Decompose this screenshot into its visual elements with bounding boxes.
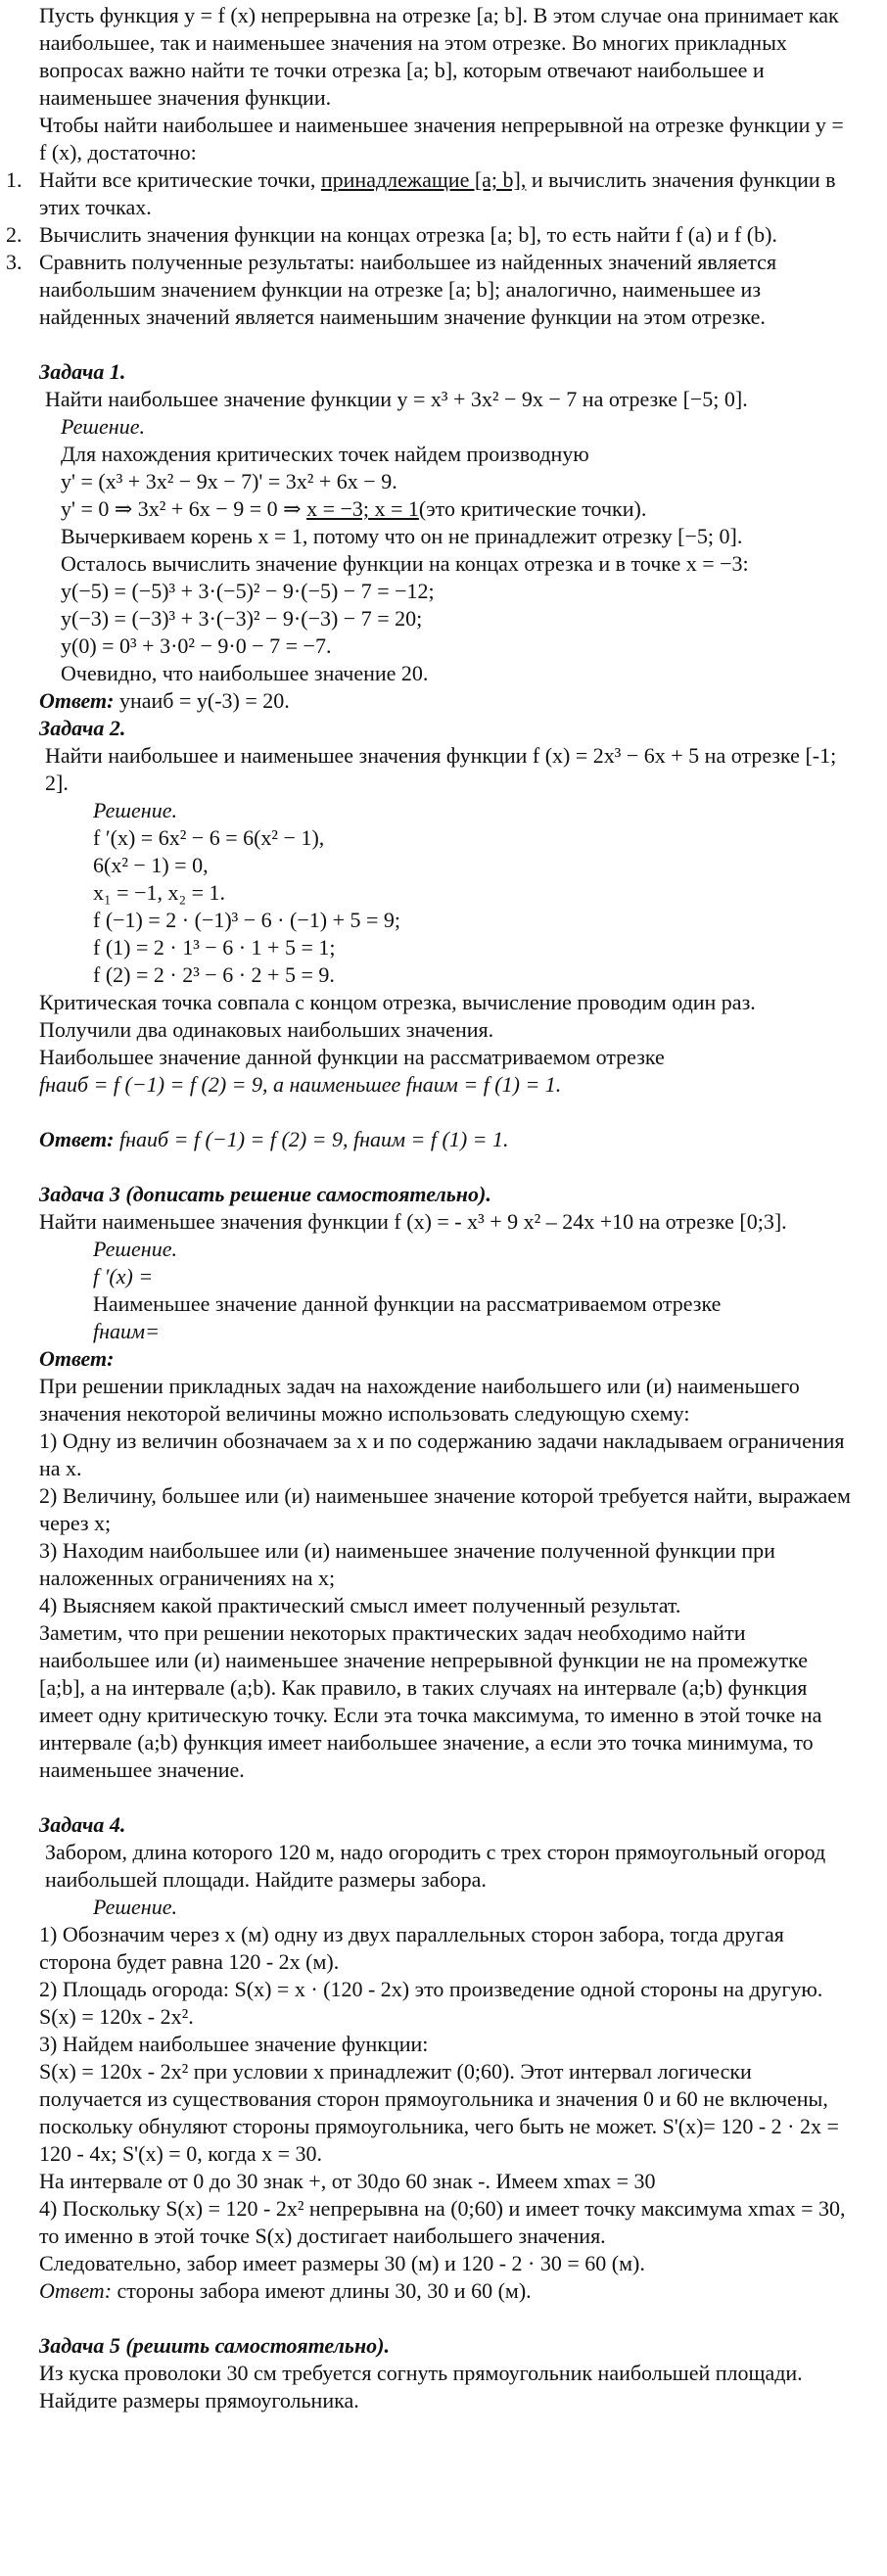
solution-line: f ′(x) = 6x² − 6 = 6(x² − 1),	[93, 825, 325, 850]
underlined-roots: x = −3; x = 1	[306, 496, 419, 521]
solution-line: 4) Поскольку S(x) = 120 - 2x² непрерывна на (0;60) и имеет точку максимума xmax = 30, то именно в этой точке S(x) достигает наибольшего значения.	[39, 2196, 846, 2248]
text-paragraph: Заметим, что при решении некоторых практических задач необходимо найти наибольшее или (и) наименьшее значение непрерывной функции не на промежутке [a;b], а на интервале (a;b). Как правило, в таких случаях на интервале (a;b) функция имеет одну критическую точку. Если эта точка максимума, то именно в этой точке на интервале (a;b) функция имеет наибольшее значение, а если это точка минимума, то наименьшее значение.	[39, 1620, 822, 1782]
list-text: Вычислить значения функции на концах отрезка [a; b], то есть найти f (a) и f (b).	[39, 222, 777, 247]
solution-label: Решение.	[93, 1237, 177, 1261]
answer-line	[39, 687, 852, 715]
task-1-condition: Найти наибольшее значение функции y = x³ + 3x² − 9x − 7 на отрезке [−5; 0].	[45, 387, 748, 411]
solution-label: Решение.	[93, 798, 177, 822]
answer-label: Ответ:	[39, 2278, 113, 2303]
solution-line: f (1) = 2 · 1³ − 6 · 1 + 5 = 1;	[93, 935, 336, 960]
text-paragraph: 1) Одну из величин обозначаем за x и по содержанию задачи накладываем ограничения на x.	[39, 1429, 845, 1480]
text-paragraph: 3) Находим наибольшее или (и) наименьшее значение полученной функции при наложенных ограничениях на x;	[39, 1538, 775, 1590]
solution-line: 1) Обозначим через x (м) одну из двух параллельных сторон забора, тогда другая сторона будет равна 120 - 2x (м).	[39, 1922, 784, 1974]
task-2-title: Задача 2.	[39, 716, 126, 740]
answer-label: Ответ:	[39, 1127, 115, 1151]
intro-paragraph-2: Чтобы найти наибольшее и наименьшее значения непрерывной на отрезке функции y = f (x), достаточно:	[39, 113, 844, 164]
solution-line: Вычеркиваем корень x = 1, потому что он не принадлежит отрезку [−5; 0].	[61, 524, 743, 548]
solution-line: y' = (x³ + 3x² − 9x − 7)' = 3x² + 6x − 9.	[61, 469, 397, 493]
task-5-title: Задача 5 (решить самостоятельно).	[39, 2333, 391, 2358]
answer-line	[39, 1126, 852, 1153]
solution-label: Решение.	[61, 414, 145, 439]
solution-line: f (−1) = 2 · (−1)³ − 6 · (−1) + 5 = 9;	[93, 908, 400, 932]
solution-line: y(−5) = (−5)³ + 3·(−5)² − 9·(−5) − 7 = −12;	[61, 579, 435, 603]
solution-line: 3) Найдем наибольшее значение функции:	[39, 2032, 429, 2056]
task-2-condition: Найти наибольшее и наименьшее значения функции f (x) = 2x³ − 6x + 5 на отрезке [-1; 2].	[45, 743, 837, 795]
solution-label: Решение.	[93, 1895, 177, 1919]
list-text: Найти все критические точки,	[39, 167, 321, 192]
task-1-title: Задача 1.	[39, 359, 126, 384]
text-paragraph: При решении прикладных задач на нахождение наибольшего или (и) наименьшего значения некоторой величины можно использовать следующую схему:	[39, 1374, 800, 1426]
solution-line: Для нахождения критических точек найдем производную	[61, 442, 589, 466]
solution-line: 2) Площадь огорода: S(x) = x · (120 - 2x) это произведение одной стороны на другую.	[39, 1977, 823, 2001]
task-3-condition: Найти наименьшее значения функции f (x) = - x³ + 9 x² – 24x +10 на отрезке [0;3].	[39, 1209, 787, 1234]
solution-line: На интервале от 0 до 30 знак +, от 30до 60 знак -. Имеем xmax = 30	[39, 2169, 656, 2193]
solution-line: Следовательно, забор имеет размеры 30 (м) и 120 - 2 · 30 = 60 (м).	[39, 2251, 645, 2275]
answer-label: Ответ:	[39, 688, 115, 713]
list-number: 2.	[6, 222, 23, 247]
text-paragraph: 2) Величину, большее или (и) наименьшее значение которой требуется найти, выражаем через x;	[39, 1483, 851, 1535]
underlined-text: принадлежащие [a; b],	[320, 167, 527, 192]
list-item	[6, 166, 852, 221]
text-paragraph: Критическая точка совпала с концом отрезка, вычисление проводим один раз. Получили два одинаковых наибольших значения.	[39, 990, 756, 1042]
solution-line: f (2) = 2 · 2³ − 6 · 2 + 5 = 9.	[93, 962, 335, 987]
list-item	[6, 249, 852, 331]
text-paragraph: 4) Выясняем какой практический смысл имеет полученный результат.	[39, 1593, 681, 1617]
solution-line: 6(x² − 1) = 0,	[93, 853, 209, 877]
solution-line: S(x) = 120x - 2x² при условии x принадлежит (0;60). Этот интервал логически получается из существования сторон прямоугольника и значения 0 и 60 не включены, поскольку обнуляют стороны прямоугольника, чего быть не может. S'(x)= 120 - 2 · 2x = 120 - 4x; S'(x) = 0, когда x = 30.	[39, 2059, 839, 2166]
solution-line: y(−3) = (−3)³ + 3·(−3)² − 9·(−3) − 7 = 20;	[61, 606, 423, 631]
text-paragraph: fнаиб = f (−1) = f (2) = 9, а наименьшее fнаим = f (1) = 1.	[39, 1072, 562, 1097]
solution-line: Осталось вычислить значение функции на концах отрезка и в точке x = −3:	[61, 551, 749, 576]
answer-text: стороны забора имеют длины 30, 30 и 60 (м).	[112, 2278, 532, 2303]
task-4-condition: Забором, длина которого 120 м, надо огородить с трех сторон прямоугольный огород наибольшей площади. Найдите размеры забора.	[45, 1840, 826, 1892]
task-4-title: Задача 4.	[39, 1812, 126, 1837]
list-text: Сравнить полученные результаты: наибольшее из найденных значений является наибольшим значением функции на отрезке [a; b]; аналогично, наименьшее из найденных значений является наименьшим значение функции на этом отрезке.	[39, 250, 777, 329]
text-paragraph: Наибольшее значение данной функции на рассматриваемом отрезке	[39, 1045, 665, 1069]
task-3-title: Задача 3 (дописать решение самостоятельно).	[39, 1182, 491, 1206]
solution-line: Очевидно, что наибольшее значение 20.	[61, 661, 429, 685]
solution-line: S(x) = 120x - 2x².	[39, 2004, 194, 2029]
solution-line: x₁ = −1, x₂ = 1.	[93, 880, 226, 905]
equation-text: (это критические точки).	[418, 496, 647, 521]
answer-line	[39, 2277, 852, 2305]
equation-text: y' = 0 ⇒ 3x² + 6x − 9 = 0 ⇒	[61, 496, 307, 521]
task-5-condition: Из куска проволоки 30 см требуется согнуть прямоугольник наибольшей площади. Найдите размеры прямоугольника.	[39, 2361, 803, 2412]
list-item	[6, 221, 852, 249]
solution-line: f ′(x) =	[93, 1264, 154, 1288]
answer-text: fнаиб = f (−1) = f (2) = 9, fнаим = f (1) = 1.	[118, 1127, 509, 1151]
solution-line: y(0) = 0³ + 3·0² − 9·0 − 7 = −7.	[61, 633, 332, 658]
list-text: и вычислить значения функции в этих точках.	[39, 167, 836, 219]
solution-line: Наименьшее значение данной функции на рассматриваемом отрезке	[93, 1291, 722, 1316]
list-number: 3.	[6, 250, 23, 274]
document-page	[6, 2, 852, 2414]
solution-line: fнаим=	[93, 1319, 160, 1343]
answer-text: yнаиб = y(-3) = 20.	[118, 688, 290, 713]
answer-label: Ответ:	[39, 1346, 115, 1371]
solution-line	[39, 495, 852, 523]
list-number: 1.	[6, 167, 23, 192]
intro-paragraph: Пусть функция y = f (x) непрерывна на отрезке [a; b]. В этом случае она принимает как наибольшее, так и наименьшее значения на этом отрезке. Во многих прикладных вопросах важно найти те точки отрезка [a; b], которым отвечают наибольшее и наименьшее значения функции.	[39, 3, 839, 110]
